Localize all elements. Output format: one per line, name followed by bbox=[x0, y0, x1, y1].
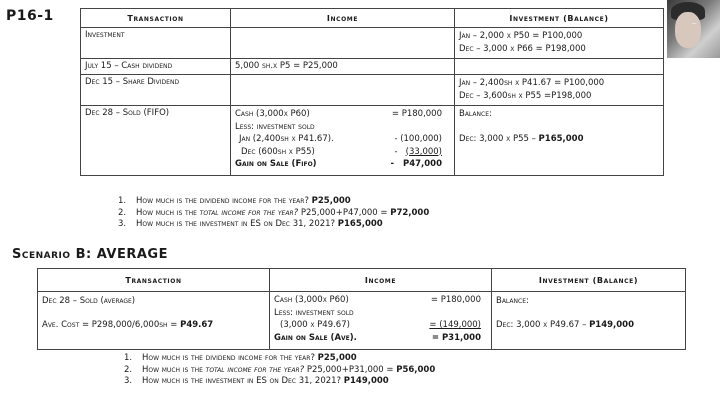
line-label: (3,000 x P49.67) bbox=[280, 320, 350, 330]
ave-cost-text: Ave. Cost = P298,000/6,000sh = bbox=[42, 320, 181, 330]
income-line-dec bbox=[235, 146, 442, 159]
cell-transaction bbox=[38, 292, 270, 350]
table-fifo bbox=[80, 8, 664, 176]
answer: P149,000 bbox=[343, 376, 389, 386]
cell-investment bbox=[455, 75, 664, 106]
balance-value: P165,000 bbox=[538, 134, 584, 144]
balance-prefix: Dec: 3,000 x P55 – bbox=[459, 134, 539, 144]
line-prefix: - bbox=[394, 146, 398, 157]
list-item bbox=[124, 365, 435, 377]
item-number: 3. bbox=[118, 219, 127, 229]
line-value: (33,000) bbox=[405, 146, 442, 157]
income-line-cost bbox=[274, 319, 481, 332]
income-line-jan bbox=[235, 133, 442, 146]
question-italic: total income for the year? bbox=[205, 364, 305, 375]
line-label: Jan (2,400sh x P41.67). bbox=[239, 134, 334, 144]
question-calc: P25,000+P47,000 = bbox=[298, 207, 391, 218]
list-item bbox=[118, 208, 429, 220]
ave-cost-value: P49.67 bbox=[180, 320, 214, 330]
investment-line-jan: Jan – 2,400sh x P41.67 = P100,000 bbox=[459, 78, 605, 88]
ave-cost-line bbox=[42, 319, 265, 332]
problem-label: P16-1 bbox=[6, 8, 54, 24]
balance-label: Balance: bbox=[459, 109, 492, 119]
transaction-line: Dec 28 – Sold (average) bbox=[42, 296, 136, 306]
question-text: How much is the bbox=[142, 364, 206, 375]
investment-line-dec: Dec – 3,000 x P66 = P198,000 bbox=[459, 44, 586, 54]
webcam-watermark: ~ bbox=[691, 20, 697, 28]
header-investment: Investment (Balance) bbox=[492, 269, 686, 292]
line-label: Cash (3,000x P60) bbox=[235, 109, 310, 119]
line-label: Less: investment sold bbox=[274, 307, 354, 318]
line-value: - (100,000) bbox=[394, 134, 442, 144]
balance-value: P149,000 bbox=[589, 320, 635, 330]
table-average bbox=[37, 268, 686, 350]
cell-investment-balance bbox=[455, 106, 664, 176]
line-value: = P180,000 bbox=[391, 109, 442, 119]
list-item bbox=[124, 353, 435, 365]
presenter-face bbox=[675, 12, 701, 48]
item-number: 1. bbox=[124, 353, 133, 363]
table-b-header-row bbox=[38, 269, 686, 292]
balance-label: Balance: bbox=[496, 296, 529, 306]
question-text: How much is the investment in ES on Dec 31, 2021? bbox=[136, 219, 336, 229]
answer: P25,000 bbox=[317, 353, 357, 363]
table-row bbox=[81, 106, 664, 176]
item-number: 3. bbox=[124, 376, 133, 386]
header-investment: Investment (Balance) bbox=[455, 9, 664, 28]
line-value: P47,000 bbox=[402, 159, 442, 169]
cell-income bbox=[231, 28, 455, 59]
line-label: Dec (600sh x P55) bbox=[241, 146, 315, 157]
answer: P25,000 bbox=[311, 196, 351, 206]
cell-income-computation bbox=[270, 292, 492, 350]
list-item bbox=[124, 376, 435, 388]
header-income: Income bbox=[270, 269, 492, 292]
question-text: How much is the bbox=[136, 207, 200, 218]
table-row bbox=[81, 75, 664, 106]
questions-list-a bbox=[118, 196, 429, 231]
question-text: How much is the dividend income for the year? bbox=[142, 353, 315, 363]
balance-line bbox=[459, 133, 659, 146]
item-number: 2. bbox=[124, 364, 133, 375]
balance-prefix: Dec: 3,000 x P49.67 – bbox=[496, 320, 590, 330]
cell-transaction: Dec 15 – Share Dividend bbox=[81, 75, 231, 106]
scenario-b-title: Scenario B: AVERAGE bbox=[12, 247, 168, 262]
item-number: 1. bbox=[118, 196, 127, 206]
income-line-less bbox=[274, 307, 481, 320]
income-line-less bbox=[235, 121, 442, 134]
cell-investment bbox=[455, 59, 664, 75]
question-text: How much is the investment in ES on Dec 31, 2021? bbox=[142, 376, 342, 386]
item-number: 2. bbox=[118, 207, 127, 218]
header-transaction: Transaction bbox=[38, 269, 270, 292]
income-line-cash bbox=[235, 108, 442, 121]
line-prefix: - bbox=[390, 159, 395, 169]
cell-investment bbox=[455, 28, 664, 59]
cell-investment-balance bbox=[492, 292, 686, 350]
questions-list-b bbox=[124, 353, 435, 388]
line-value: = P180,000 bbox=[430, 295, 481, 305]
line-value: = P31,000 bbox=[431, 332, 481, 343]
list-item bbox=[118, 196, 429, 208]
table-row bbox=[38, 292, 686, 350]
answer: P72,000 bbox=[390, 207, 430, 218]
investment-line-dec: Dec – 3,600sh x P55 =P198,000 bbox=[459, 91, 592, 101]
table-row bbox=[81, 59, 664, 75]
cell-income: 5,000 sh.x P5 = P25,000 bbox=[231, 59, 455, 75]
webcam-video-feed bbox=[667, 0, 720, 58]
list-item bbox=[118, 219, 429, 231]
question-text: How much is the dividend income for the year? bbox=[136, 196, 309, 206]
cell-income-computation bbox=[231, 106, 455, 176]
line-label: Cash (3,000x P60) bbox=[274, 295, 349, 305]
line-label: Less: investment sold bbox=[235, 121, 315, 132]
cell-transaction: Dec 28 – Sold (FIFO) bbox=[81, 106, 231, 176]
income-line-gain bbox=[235, 158, 442, 171]
answer: P56,000 bbox=[396, 364, 436, 375]
balance-line bbox=[496, 319, 681, 332]
line-value: = (149,000) bbox=[429, 320, 481, 330]
table-a-header-row bbox=[81, 9, 664, 28]
income-line-gain bbox=[274, 332, 481, 345]
cell-transaction: July 15 – Cash dividend bbox=[81, 59, 231, 75]
cell-income bbox=[231, 75, 455, 106]
header-income: Income bbox=[231, 9, 455, 28]
investment-line-jan: Jan – 2,000 x P50 = P100,000 bbox=[459, 31, 583, 41]
answer: P165,000 bbox=[337, 219, 383, 229]
question-calc: P25,000+P31,000 = bbox=[304, 364, 397, 375]
income-line-cash bbox=[274, 294, 481, 307]
line-label: Gain on Sale (Fifo) bbox=[235, 159, 317, 169]
line-label: Gain on Sale (Ave). bbox=[274, 332, 357, 343]
table-row bbox=[81, 28, 664, 59]
header-transaction: Transaction bbox=[81, 9, 231, 28]
question-italic: total income for the year? bbox=[199, 207, 299, 218]
cell-transaction: Investment bbox=[81, 28, 231, 59]
